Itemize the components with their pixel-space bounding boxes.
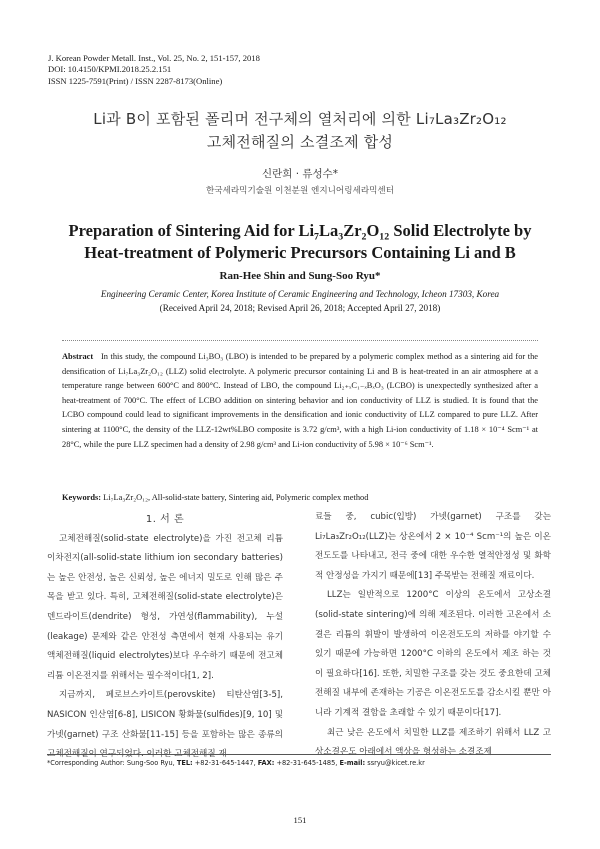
body-paragraph: 료들 중, cubic(입방) 가넷(garnet) 구조를 갖는 Li₇La₃Zr₂O₁₂(LLZ)는 상온에서 2 × 10⁻⁴ Scm⁻¹의 높은 이온전도도를 나타내고, 전극 중에 대한 우수한 열적안정성 및 화학적 안정성을 가지기 때문에[13] 주목받는 전해질 재료이다. — [315, 512, 551, 581]
footnote-email: ssryu@kicet.re.kr — [365, 759, 425, 767]
english-title — [0, 220, 600, 264]
keywords — [62, 493, 538, 502]
korean-title-line-1: Li과 B이 포함된 폴리머 전구체의 열처리에 의한 Li₇La₃Zr₂O₁₂ — [93, 110, 507, 128]
korean-title — [0, 108, 600, 154]
footnote-divider — [47, 754, 551, 755]
section-heading: 1. 서 론 — [145, 514, 185, 525]
journal-issn: ISSN 1225-7591(Print) / ISSN 2287-8173(Online) — [48, 75, 223, 86]
english-title-line-2: Heat-treatment of Polymeric Precursors Containing Li and B — [84, 243, 516, 262]
abstract-label: Abstract — [62, 352, 94, 361]
english-authors: Ran-Hee Shin and Sung-Soo Ryu* — [219, 270, 381, 282]
journal-citation — [48, 53, 260, 87]
keywords-label: Keywords: — [62, 493, 102, 502]
korean-affiliation: 한국세라믹기술원 이천분원 엔지니어링세라믹센터 — [205, 186, 395, 196]
body-left-column — [47, 510, 283, 765]
abstract — [62, 350, 538, 452]
received-dates: (Received April 24, 2018; Revised April 26, 2018; Accepted April 27, 2018) — [159, 303, 441, 313]
corresponding-author-footnote — [47, 759, 425, 767]
korean-title-line-2: 고체전해질의 소결조제 합성 — [206, 133, 394, 151]
abstract-text: In this study, the compound Li₃BO₃ (LBO) is intended to be prepared by a polymeric complex method as a sintering aid for the densification of Li₇La₃Zr₂O₁₂ (LLZ) solid electrolyte. A polymeric precursor containing Li and B is heat-treated in an air atmosphere at a temperature range between 600°C and 800°C. Instead of LBO, the compound Li₂₊ₓC₁₋ₓBₓO₃ (LCBO) is unexpectedly synthesized after a heat-treatment of 700°C. The effect of LCBO addition on sintering behavior and ion conductivity of LLZ is studied. It is found that the LCBO compound could lead to significant improvements in the densification and ionic conductivity of LLZ compared to pure LLZ. After sintering at 1100°C, the density of the LLZ-12wt%LBO composite is 3.72 g/cm³, with a high Li-ion conductivity of 1.18 × 10⁻⁴ Scm⁻¹ at 28°C, while the pure LLZ specimen had a density of 2.98 g/cm³ and Li-ion conductivity of 5.98 × 10⁻⁶ Scm⁻¹. — [62, 352, 538, 449]
footnote-fax: +82-31-645-1485, — [274, 759, 340, 767]
body-paragraph: LLZ는 일반적으로 1200°C 이상의 온도에서 고상소결(solid-state sintering)에 의해 제조된다. 이러한 고온에서 소결은 리튬의 휘발이 발생하여 이온전도도의 저하를 야기할 수 있기 때문에 가능하면 1200°C 이하의 온도에서 제조 하는 것이 필요하다[16]. 또한, 치밀한 구조를 갖는 것도 중요한데 고체 전해질 내부에 존재하는 기공은 이온전도도를 감소시킬 뿐만 아니라 기계적 결함을 초래할 수 있기 때문이다[17]. — [315, 590, 551, 718]
footnote-email-label: E-mail: — [339, 759, 366, 767]
footnote-tel-label: TEL: — [176, 759, 193, 767]
english-title-line-1: Preparation of Sintering Aid for Li₇La₃Zr₂O₁₂ Solid Electrolyte by — [68, 221, 532, 240]
body-right-column — [315, 508, 551, 763]
page-number: 151 — [293, 815, 307, 825]
body-paragraph: 고체전해질(solid-state electrolyte)을 가진 전고체 리튬 이차전지(all-solid-state lithium ion secondary batteries)는 높은 안전성, 높은 신뢰성, 높은 에너지 밀도로 인해 많은 주목을 받고 있다. 특히, 고체전해질(solid-state electrolyte)은 덴드라이트(dendrite) 형성, 가연성(flammability), 누설(leakage) 문제와 같은 안전성 측면에서 현재 사용되는 유기 액체전해질(liquid electrolytes)보다 우수하기 때문에 전고체 리튬 이온전지를 위해서는 필수적이다[1, 2]. — [47, 533, 283, 681]
footnote-prefix: *Corresponding Author: Sung-Soo Ryu, — [47, 759, 177, 767]
journal-citation-line: J. Korean Powder Metall. Inst., Vol. 25, No. 2, 151-157, 2018 — [48, 53, 260, 63]
abstract-top-divider — [62, 340, 538, 341]
english-affiliation: Engineering Ceramic Center, Korea Institute of Ceramic Engineering and Technology, Icheon 17303, Korea — [100, 289, 500, 299]
body-paragraph: 최근 낮은 온도에서 치밀한 LLZ를 제조하기 위해서 LLZ 고상소결온도 아래에서 액상을 형성하는 소결조제 — [315, 727, 551, 758]
keywords-text: Li₇La₃Zr₂O₁₂, All-solid-state battery, Sintering aid, Polymeric complex method — [103, 493, 369, 502]
korean-authors: 신란희 · 류성수* — [261, 168, 339, 180]
journal-doi: DOI: 10.4150/KPMI.2018.25.2.151 — [48, 64, 172, 75]
footnote-fax-label: FAX: — [257, 759, 275, 767]
body-paragraph: 지금까지, 페로브스카이트(perovskite) 티탄산염[3-5], NASICON 인산염[6-8], LISICON 황화물(sulfides)[9, 10] 및 가넷(garnet) 구조 산화물[11-15] 등을 포함하는 많은 종류의 고체전해질이 연구되었다. 이러한 고체전해질 재 — [47, 690, 283, 760]
footnote-tel: +82-31-645-1447, — [192, 759, 258, 767]
